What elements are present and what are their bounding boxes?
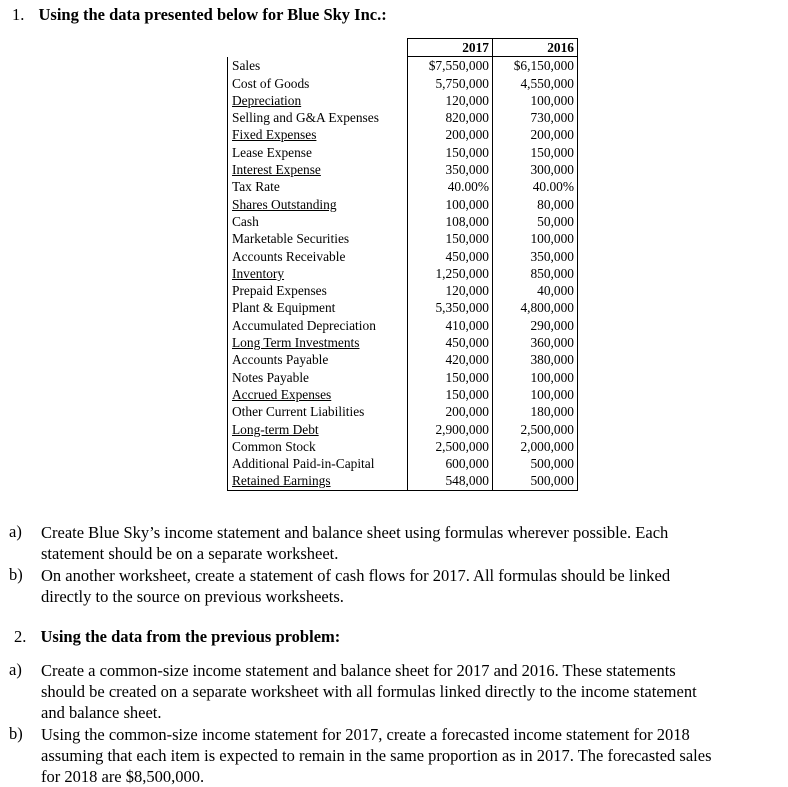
- value-2016: 4,800,000: [493, 299, 578, 316]
- table-row: [228, 351, 578, 368]
- row-label: Accumulated Depreciation: [228, 317, 408, 334]
- value-2017: 820,000: [408, 109, 493, 126]
- row-label: Inventory: [228, 265, 408, 282]
- value-2017: 200,000: [408, 126, 493, 143]
- q2-part-a-line: Create a common-size income statement and balance sheet for 2017 and 2016. These statements: [41, 661, 676, 680]
- row-label: Prepaid Expenses: [228, 282, 408, 299]
- table-row: [228, 334, 578, 351]
- row-label: Cost of Goods: [228, 75, 408, 92]
- question-1-number: 1.: [12, 5, 25, 24]
- question-1-title: Using the data presented below for Blue Sky Inc.:: [38, 5, 387, 24]
- value-2016: 180,000: [493, 403, 578, 420]
- value-2016: 500,000: [493, 455, 578, 472]
- value-2017: 200,000: [408, 403, 493, 420]
- value-2017: 1,250,000: [408, 265, 493, 282]
- row-label: Plant & Equipment: [228, 299, 408, 316]
- row-label: Cash: [228, 213, 408, 230]
- row-label: Depreciation: [228, 92, 408, 109]
- q1-part-b-text: [41, 565, 670, 607]
- q2-part-b-marker: b): [9, 724, 23, 743]
- value-2016: 2,500,000: [493, 421, 578, 438]
- value-2016: 290,000: [493, 317, 578, 334]
- table-row: [228, 455, 578, 472]
- value-2017: 600,000: [408, 455, 493, 472]
- row-label: Retained Earnings: [228, 472, 408, 490]
- value-2017: 108,000: [408, 213, 493, 230]
- value-2017: 5,350,000: [408, 299, 493, 316]
- value-2017: 100,000: [408, 196, 493, 213]
- table-row: [228, 438, 578, 455]
- table-row: [228, 403, 578, 420]
- value-2017: $7,550,000: [408, 57, 493, 75]
- row-label: Long-term Debt: [228, 421, 408, 438]
- table-row: [228, 230, 578, 247]
- value-2016: 100,000: [493, 92, 578, 109]
- value-2016: 4,550,000: [493, 75, 578, 92]
- row-label: Other Current Liabilities: [228, 403, 408, 420]
- value-2017: 5,750,000: [408, 75, 493, 92]
- table-header-row: [228, 39, 578, 57]
- value-2016: 150,000: [493, 144, 578, 161]
- value-2017: 410,000: [408, 317, 493, 334]
- value-2016: 50,000: [493, 213, 578, 230]
- value-2016: 40.00%: [493, 178, 578, 195]
- q1-part-a-marker: a): [9, 522, 22, 541]
- question-2-title: Using the data from the previous problem:: [40, 627, 341, 646]
- value-2017: 450,000: [408, 248, 493, 265]
- row-label: Tax Rate: [228, 178, 408, 195]
- row-label: Marketable Securities: [228, 230, 408, 247]
- value-2016: $6,150,000: [493, 57, 578, 75]
- value-2016: 200,000: [493, 126, 578, 143]
- question-2-number: 2.: [14, 627, 27, 646]
- table-row: [228, 265, 578, 282]
- value-2017: 150,000: [408, 386, 493, 403]
- financial-data-table: [227, 38, 578, 491]
- question-1-heading: [12, 5, 387, 25]
- value-2016: 300,000: [493, 161, 578, 178]
- value-2017: 350,000: [408, 161, 493, 178]
- row-label: Shares Outstanding: [228, 196, 408, 213]
- header-2016: 2016: [493, 39, 578, 57]
- table-row: [228, 161, 578, 178]
- value-2016: 360,000: [493, 334, 578, 351]
- row-label: Accounts Payable: [228, 351, 408, 368]
- value-2016: 500,000: [493, 472, 578, 490]
- table-row: [228, 282, 578, 299]
- table-row: [228, 386, 578, 403]
- table-row: [228, 57, 578, 75]
- value-2017: 150,000: [408, 230, 493, 247]
- value-2017: 120,000: [408, 92, 493, 109]
- value-2017: 450,000: [408, 334, 493, 351]
- value-2016: 100,000: [493, 386, 578, 403]
- q2-part-b-line: assuming that each item is expected to remain in the same proportion as in 2017. The forecasted sales: [41, 746, 712, 765]
- row-label: Interest Expense: [228, 161, 408, 178]
- value-2016: 380,000: [493, 351, 578, 368]
- table-row: [228, 196, 578, 213]
- table-row: [228, 92, 578, 109]
- table-row: [228, 126, 578, 143]
- value-2016: 2,000,000: [493, 438, 578, 455]
- table-row: [228, 109, 578, 126]
- q2-part-b-text: [41, 724, 712, 787]
- value-2016: 40,000: [493, 282, 578, 299]
- table-row: [228, 299, 578, 316]
- table-row: [228, 369, 578, 386]
- q1-part-b-line: directly to the source on previous worksheets.: [41, 587, 344, 606]
- value-2017: 548,000: [408, 472, 493, 490]
- row-label: Notes Payable: [228, 369, 408, 386]
- q2-part-a-line: should be created on a separate worksheet with all formulas linked directly to the income statement: [41, 682, 697, 701]
- table-row: [228, 472, 578, 490]
- row-label: Additional Paid-in-Capital: [228, 455, 408, 472]
- value-2017: 150,000: [408, 144, 493, 161]
- q2-part-a-text: [41, 660, 697, 723]
- table-row: [228, 248, 578, 265]
- q1-part-a-text: [41, 522, 668, 564]
- row-label: Lease Expense: [228, 144, 408, 161]
- q1-part-b-line: On another worksheet, create a statement of cash flows for 2017. All formulas should be linked: [41, 566, 671, 585]
- q1-part-a-line: statement should be on a separate worksheet.: [41, 544, 339, 563]
- row-label: Selling and G&A Expenses: [228, 109, 408, 126]
- header-2017: 2017: [408, 39, 493, 57]
- header-blank: [228, 39, 408, 57]
- value-2017: 420,000: [408, 351, 493, 368]
- table-row: [228, 75, 578, 92]
- value-2016: 100,000: [493, 230, 578, 247]
- row-label: Sales: [228, 57, 408, 75]
- value-2016: 350,000: [493, 248, 578, 265]
- value-2016: 80,000: [493, 196, 578, 213]
- row-label: Long Term Investments: [228, 334, 408, 351]
- table-row: [228, 317, 578, 334]
- table-row: [228, 421, 578, 438]
- q2-part-b-line: Using the common-size income statement for 2017, create a forecasted income statement for 2018: [41, 725, 690, 744]
- q2-part-a-marker: a): [9, 660, 22, 679]
- table-row: [228, 144, 578, 161]
- value-2016: 730,000: [493, 109, 578, 126]
- table-row: [228, 213, 578, 230]
- value-2017: 40.00%: [408, 178, 493, 195]
- table-row: [228, 178, 578, 195]
- row-label: Accounts Receivable: [228, 248, 408, 265]
- question-2-heading: [14, 627, 340, 647]
- row-label: Common Stock: [228, 438, 408, 455]
- value-2017: 2,900,000: [408, 421, 493, 438]
- q1-part-a-line: Create Blue Sky’s income statement and balance sheet using formulas wherever possible. Each: [41, 523, 669, 542]
- row-label: Fixed Expenses: [228, 126, 408, 143]
- q1-part-b-marker: b): [9, 565, 23, 584]
- value-2017: 120,000: [408, 282, 493, 299]
- q2-part-b-line: for 2018 are $8,500,000.: [41, 767, 205, 786]
- q2-part-a-line: and balance sheet.: [41, 703, 162, 722]
- value-2017: 150,000: [408, 369, 493, 386]
- value-2017: 2,500,000: [408, 438, 493, 455]
- row-label: Accrued Expenses: [228, 386, 408, 403]
- value-2016: 850,000: [493, 265, 578, 282]
- value-2016: 100,000: [493, 369, 578, 386]
